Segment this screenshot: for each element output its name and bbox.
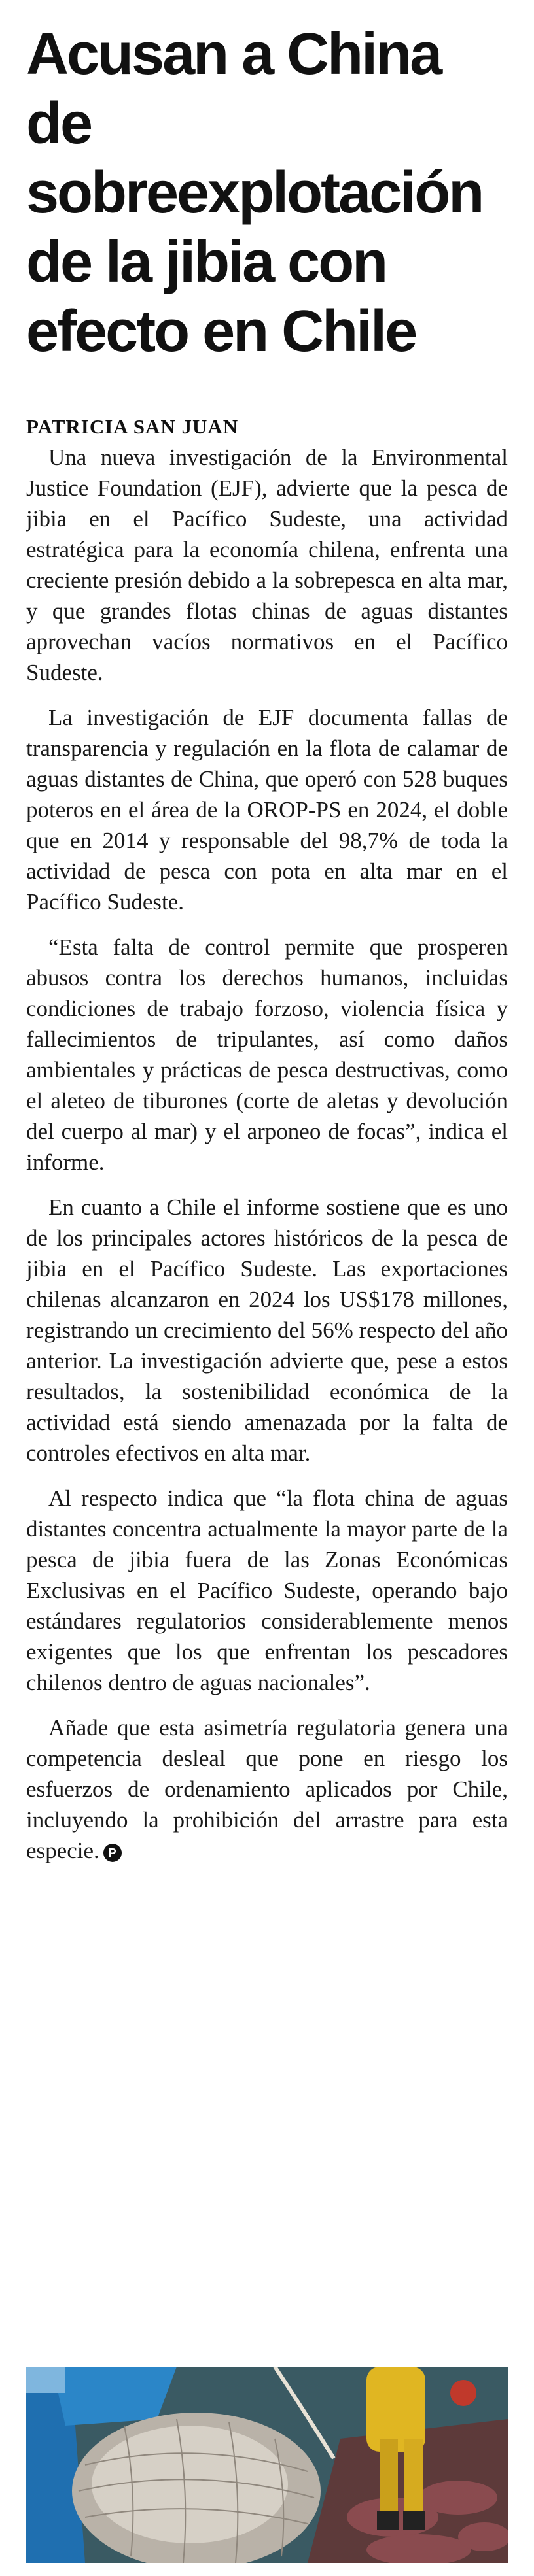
paragraph-3: “Esta falta de control permite que prosperen abusos contra los derechos humanos, incluidas condiciones de trabajo forzoso, violencia física y fallecimientos de tripulantes, así como daños ambientales y prácticas de pesca destructivas, como el aleteo de tiburones (corte de aletas y devolución del cuerpo al mar) y el arponeo de focas”, indica el informe.: [26, 934, 508, 1175]
paragraph-6: [26, 1712, 508, 1866]
paragraph-6-text: Añade que esta asimetría regulatoria genera una competencia desleal que pone en riesgo los esfuerzos de ordenamiento aplicados por Chile, incluyendo la prohibición del arrastre para esta especie.: [26, 1715, 508, 1863]
photo-illustration: [26, 2367, 508, 2563]
squid-net-highlight: [92, 2426, 288, 2543]
fisherman-boot-left: [377, 2511, 399, 2530]
paragraph-4: En cuanto a Chile el informe sostiene que es uno de los principales actores históricos de la pesca de jibia en el Pacífico Sudeste. Las exportaciones chilenas alcanzaron en 2024 los US$178 millones, registrando un crecimiento del 56% respecto del año anterior. La investigación advierte que, pese a estos resultados, la sostenibilidad económica de la actividad está siendo amenazada por la falta de controles efectivos en alta mar.: [26, 1195, 508, 1466]
paragraph-2: La investigación de EJF documenta fallas de transparencia y regulación en la flota de calamar de aguas distantes de China, que operó con 528 buques poteros en el área de la OROP-PS en 2024, el doble que en 2014 y responsable del 98,7% de toda la actividad de pesca con pota en alta mar en el Pacífico Sudeste.: [26, 705, 508, 915]
paragraph-1: Una nueva investigación de la Environmental Justice Foundation (EJF), advierte que la pesca de jibia en el Pacífico Sudeste, una actividad estratégica para la economía chilena, enfrenta una creciente presión debido a la sobrepesca en alta mar, y que grandes flotas chinas de aguas distantes aprovechan vacíos normativos en el Pacífico Sudeste.: [26, 445, 508, 685]
fishing-boat-catch-photo: [26, 2367, 508, 2563]
paragraph-5: Al respecto indica que “la flota china de aguas distantes concentra actualmente la mayor parte de la pesca de jibia fuera de las Zonas Económicas Exclusivas en el Pacífico Sudeste, operando bajo estándares regulatorios considerablemente menos exigentes que los que enfrentan los pescadores chilenos dentro de aguas nacionales”.: [26, 1485, 508, 1695]
fisherman-boot-right: [403, 2511, 425, 2530]
headline: Acusan a China de sobreexplotación de la jibia con efecto en Chile: [26, 22, 483, 364]
article-body: [26, 442, 508, 1866]
fisherman-leg-left: [380, 2439, 398, 2517]
end-mark-icon: P: [103, 1844, 122, 1862]
fisherman-glove: [450, 2380, 476, 2406]
boat-window: [26, 2367, 65, 2393]
fisherman-leg-right: [404, 2439, 423, 2517]
article: [26, 20, 508, 1880]
byline: PATRICIA SAN JUAN: [26, 415, 239, 438]
